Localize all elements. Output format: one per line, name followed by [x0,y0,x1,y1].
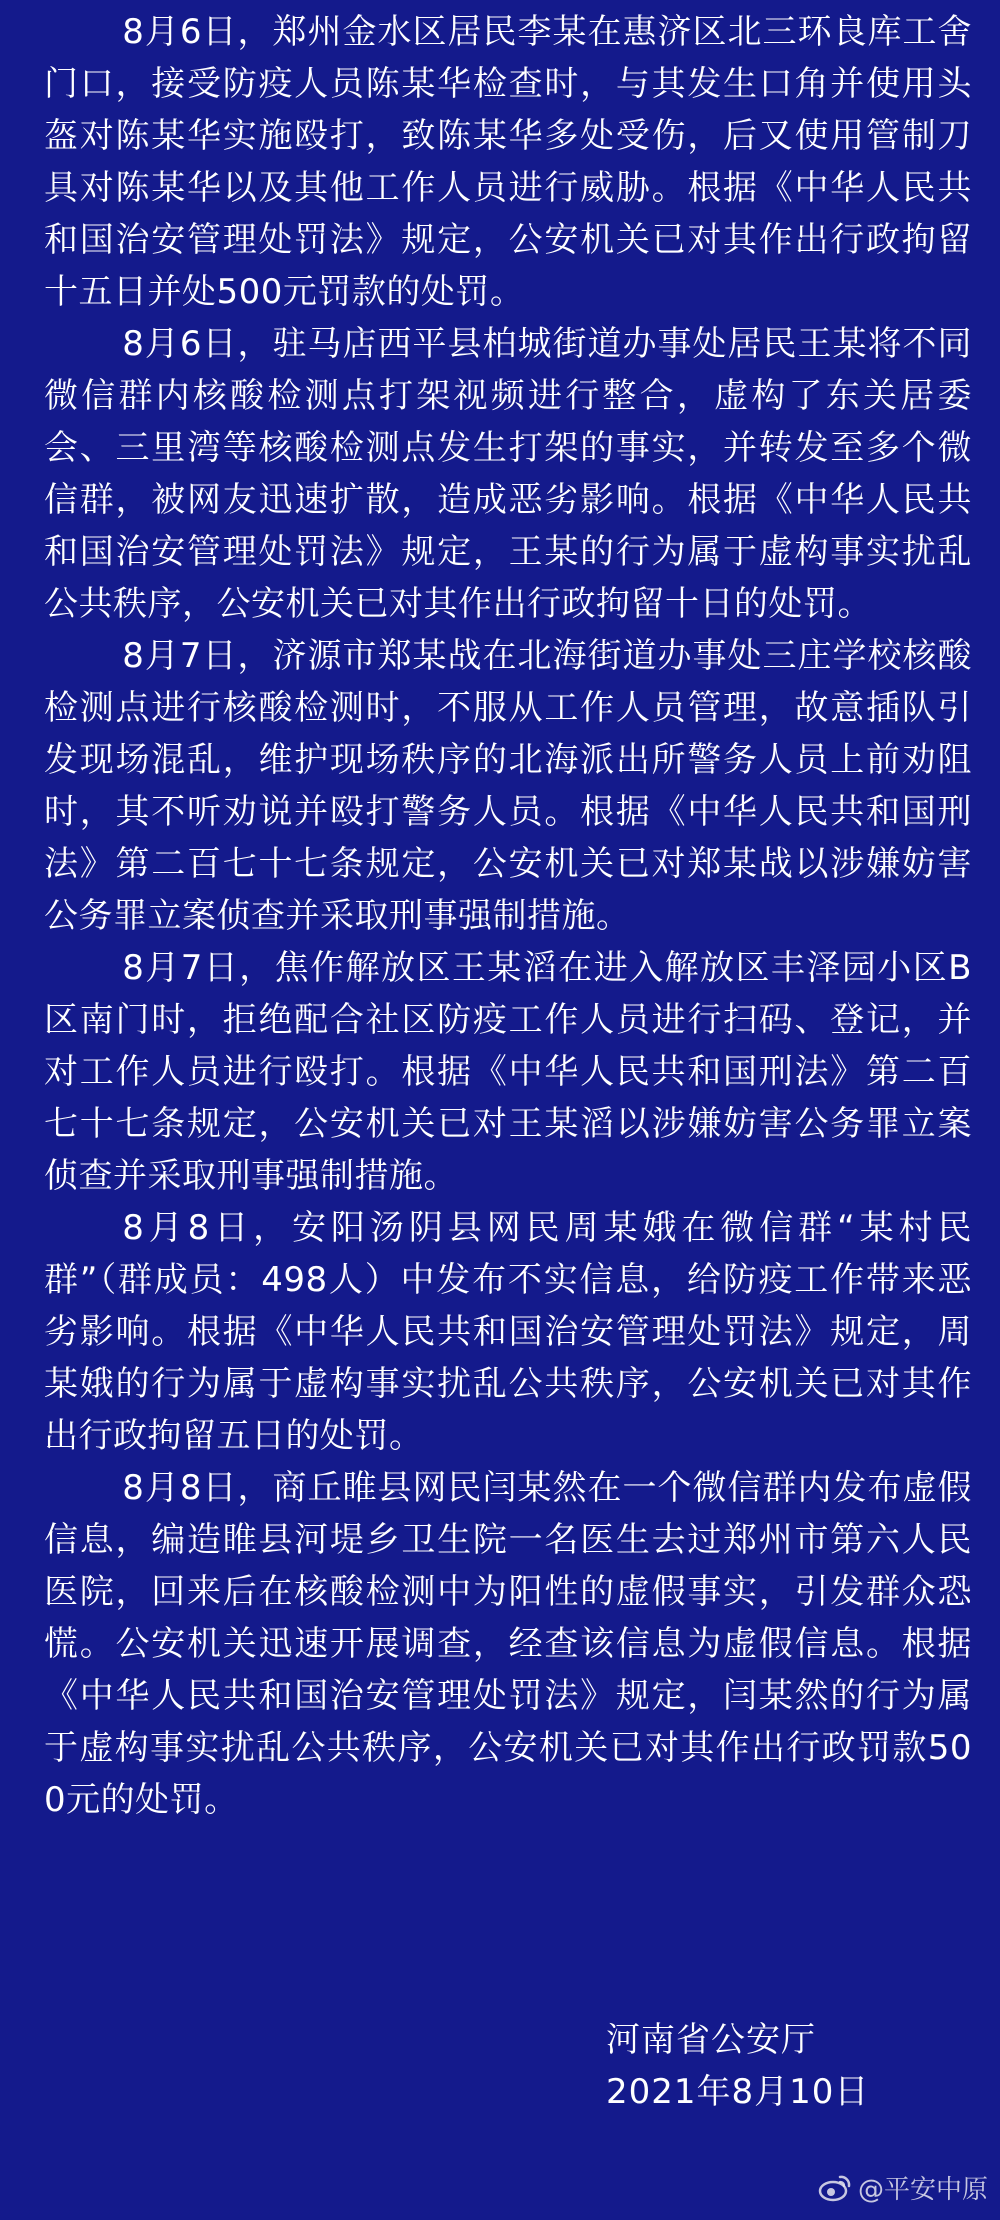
issue-date: 2021年8月10日 [606,2072,870,2112]
paragraph-1: 8月6日，郑州金水区居民李某在惠济区北三环良库工舍门口，接受防疫人员陈某华检查时，与其发生口角并使用头盔对陈某华实施殴打，致陈某华多处受伤，后又使用管制刀具对陈某华以及其他工作人员进行威胁。根据《中华人民共和国治安管理处罚法》规定，公安机关已对其作出行政拘留十五日并处500元罚款的处罚。 [44,12,972,312]
watermark [818,2169,988,2206]
notice-body [44,6,972,1826]
paragraph-5: 8月8日，安阳汤阴县网民周某娥在微信群“某村民群”（群成员：498人）中发布不实信息，给防疫工作带来恶劣影响。根据《中华人民共和国治安管理处罚法》规定，周某娥的行为属于虚构事实扰乱公共秩序，公安机关已对其作出行政拘留五日的处罚。 [44,1208,972,1456]
signature-block [606,2014,869,2118]
paragraph-6: 8月8日，商丘睢县网民闫某然在一个微信群内发布虚假信息，编造睢县河堤乡卫生院一名医生去过郑州市第六人民医院，回来后在核酸检测中为阳性的虚假事实，引发群众恐慌。公安机关迅速开展调查，经查该信息为虚假信息。根据《中华人民共和国治安管理处罚法》规定，闫某然的行为属于虚构事实扰乱公共秩序，公安机关已对其作出行政罚款500元的处罚。 [44,1468,972,1820]
paragraph-2: 8月6日，驻马店西平县柏城街道办事处居民王某将不同微信群内核酸检测点打架视频进行整合，虚构了东关居委会、三里湾等核酸检测点发生打架的事实，并转发至多个微信群，被网友迅速扩散，造成恶劣影响。根据《中华人民共和国治安管理处罚法》规定，王某的行为属于虚构事实扰乱公共秩序，公安机关已对其作出行政拘留十日的处罚。 [44,324,972,624]
watermark-text: @平安中原 [857,2175,988,2205]
paragraph-4: 8月7日，焦作解放区王某滔在进入解放区丰泽园小区B区南门时，拒绝配合社区防疫工作人员进行扫码、登记，并对工作人员进行殴打。根据《中华人民共和国刑法》第二百七十七条规定，公安机关已对王某滔以涉嫌妨害公务罪立案侦查并采取刑事强制措施。 [44,948,972,1196]
issuing-organization: 河南省公安厅 [606,2020,816,2060]
weibo-icon [818,2173,852,2203]
paragraph-3: 8月7日，济源市郑某战在北海街道办事处三庄学校核酸检测点进行核酸检测时，不服从工作人员管理，故意插队引发现场混乱，维护现场秩序的北海派出所警务人员上前劝阻时，其不听劝说并殴打警务人员。根据《中华人民共和国刑法》第二百七十七条规定，公安机关已对郑某战以涉嫌妨害公务罪立案侦查并采取刑事强制措施。 [44,636,972,936]
